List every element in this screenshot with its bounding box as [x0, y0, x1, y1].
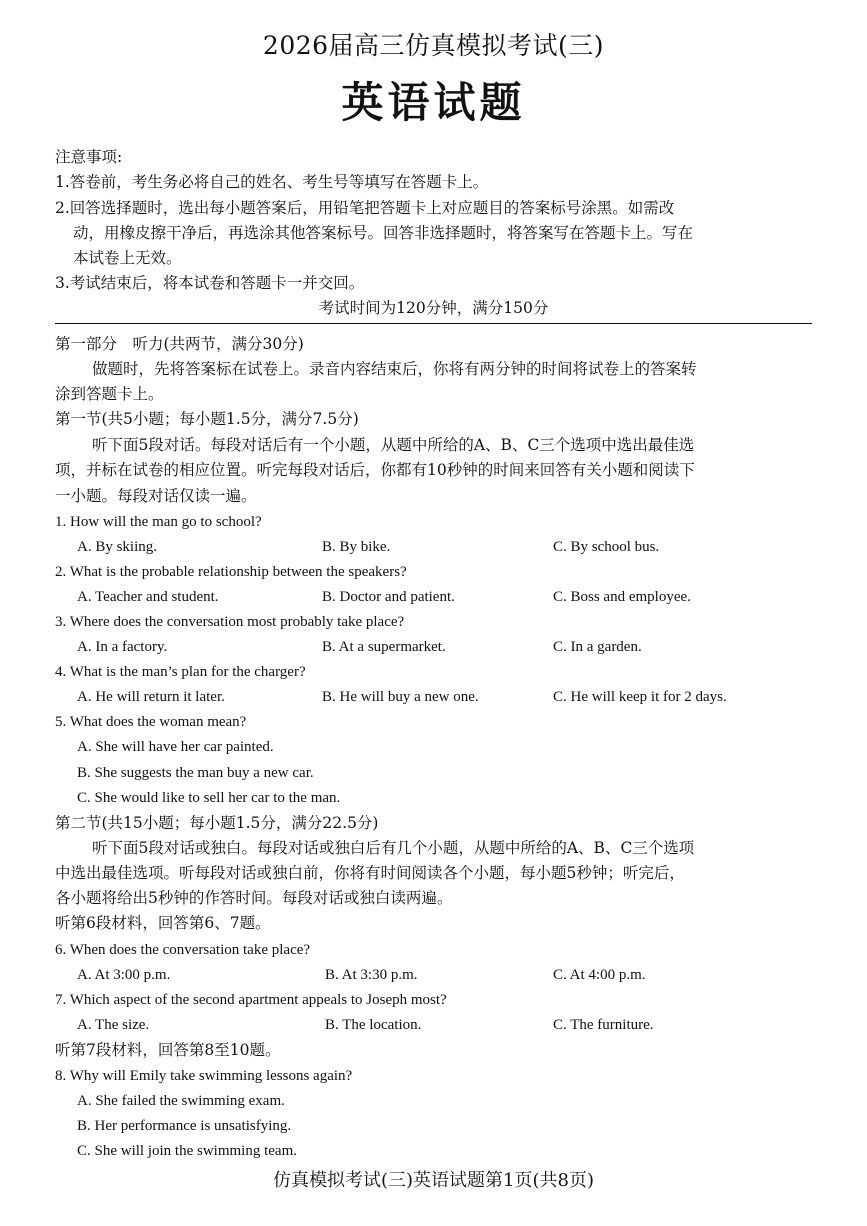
section2-intro-3: 各小题将给出5秒钟的作答时间。每段对话或独白读两遍。: [55, 889, 453, 907]
section2-intro-2: 中选出最佳选项。听每段对话或独白前，你将有时间阅读各个小题，每小题5秒钟；听完后，: [55, 864, 685, 882]
question-2-option-b: B. Doctor and patient.: [322, 589, 455, 605]
question-8-option-c: C. She will join the swimming team.: [77, 1143, 297, 1159]
exam-title: 2026届高三仿真模拟考试(三): [262, 31, 605, 60]
question-4-option-b: B. He will buy a new one.: [322, 689, 479, 705]
part1-intro-2: 涂到答题卡上。: [55, 385, 164, 403]
question-5-option-a: A. She will have her car painted.: [77, 739, 274, 755]
exam-time: 考试时间为120分钟，满分150分: [318, 299, 549, 317]
page-footer: 仿真模拟考试(三)英语试题第1页(共8页): [273, 1170, 594, 1191]
notice-line-4: 本试卷上无效。: [73, 249, 182, 267]
material-6-instruction: 听第6段材料，回答第6、7题。: [55, 914, 271, 932]
question-6-option-c: C. At 4:00 p.m.: [553, 967, 646, 983]
question-1-option-c: C. By school bus.: [553, 539, 660, 555]
exam-subject: 英语试题: [341, 78, 526, 127]
question-7-option-a: A. The size.: [77, 1017, 150, 1033]
section1-intro-2: 项，并标在试卷的相应位置。听完每段对话后，你都有10秒钟的时间来回答有关小题和阅读下: [55, 461, 695, 479]
section2-heading: 第二节(共15小题；每小题1.5分，满分22.5分): [55, 814, 379, 832]
question-3-stem: 3. Where does the conversation most probably take place?: [55, 614, 405, 630]
question-6-option-b: B. At 3:30 p.m.: [325, 967, 418, 983]
section1-intro-3: 一小题。每段对话仅读一遍。: [55, 487, 257, 505]
question-2-option-a: A. Teacher and student.: [77, 589, 219, 605]
question-2-stem: 2. What is the probable relationship between the speakers?: [55, 564, 407, 580]
notice-line-1: 1.答卷前，考生务必将自己的姓名、考生号等填写在答题卡上。: [55, 173, 489, 191]
section2-intro-1: 听下面5段对话或独白。每段对话或独白后有几个小题，从题中所给的A、B、C三个选项: [92, 839, 695, 857]
question-3-option-c: C. In a garden.: [553, 639, 642, 655]
question-4-stem: 4. What is the man’s plan for the charger?: [55, 664, 306, 680]
question-1-stem: 1. How will the man go to school?: [55, 514, 262, 530]
part1-intro-1: 做题时，先将答案标在试卷上。录音内容结束后，你将有两分钟的时间将试卷上的答案转: [92, 360, 697, 378]
question-1-option-a: A. By skiing.: [77, 539, 158, 555]
section-divider: [55, 323, 812, 324]
question-5-option-c: C. She would like to sell her car to the man.: [77, 790, 341, 806]
question-6-stem: 6. When does the conversation take place?: [55, 942, 311, 958]
part1-heading: 第一部分 听力(共两节，满分30分): [55, 335, 304, 353]
question-8-option-b: B. Her performance is unsatisfying.: [77, 1118, 292, 1134]
question-3-option-a: A. In a factory.: [77, 639, 168, 655]
question-5-stem: 5. What does the woman mean?: [55, 714, 247, 730]
section1-heading: 第一节(共5小题；每小题1.5分，满分7.5分): [55, 410, 359, 428]
question-1-option-b: B. By bike.: [322, 539, 391, 555]
notice-line-5: 3.考试结束后，将本试卷和答题卡一并交回。: [55, 274, 365, 292]
question-3-option-b: B. At a supermarket.: [322, 639, 446, 655]
question-5-option-b: B. She suggests the man buy a new car.: [77, 765, 314, 781]
notice-line-3: 动，用橡皮擦干净后，再选涂其他答案标号。回答非选择题时，将答案写在答题卡上。写在: [73, 224, 694, 242]
question-7-option-b: B. The location.: [325, 1017, 422, 1033]
question-8-stem: 8. Why will Emily take swimming lessons again?: [55, 1068, 353, 1084]
question-4-option-a: A. He will return it later.: [77, 689, 225, 705]
material-7-instruction: 听第7段材料，回答第8至10题。: [55, 1041, 281, 1059]
notice-heading: 注意事项:: [55, 148, 123, 166]
section1-intro-1: 听下面5段对话。每段对话后有一个小题，从题中所给的A、B、C三个选项中选出最佳选: [92, 436, 695, 454]
question-7-option-c: C. The furniture.: [553, 1017, 654, 1033]
question-7-stem: 7. Which aspect of the second apartment appeals to Joseph most?: [55, 992, 447, 1008]
question-2-option-c: C. Boss and employee.: [553, 589, 691, 605]
question-4-option-c: C. He will keep it for 2 days.: [553, 689, 727, 705]
notice-line-2: 2.回答选择题时，选出每小题答案后，用铅笔把答题卡上对应题目的答案标号涂黑。如需改: [55, 199, 675, 217]
question-8-option-a: A. She failed the swimming exam.: [77, 1093, 285, 1109]
question-6-option-a: A. At 3:00 p.m.: [77, 967, 171, 983]
